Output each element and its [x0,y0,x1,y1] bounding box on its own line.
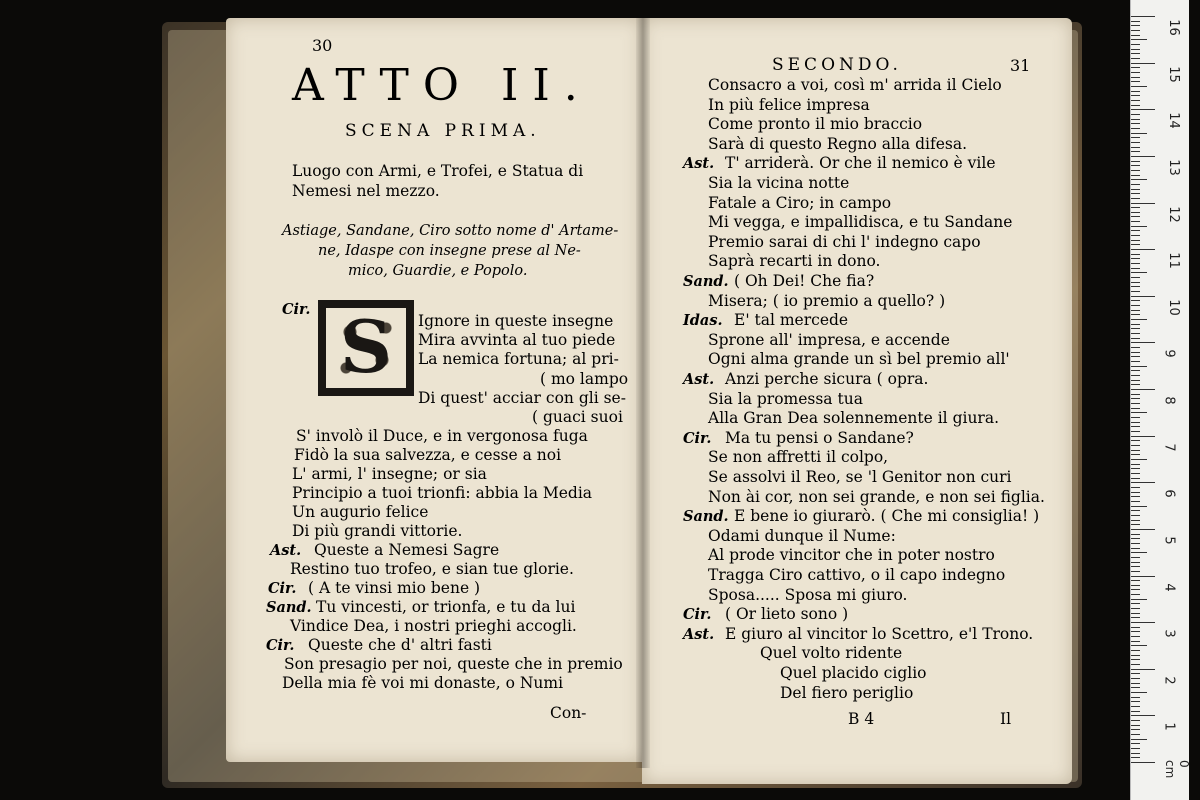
ruler-tick [1131,193,1140,194]
ruler-tick [1131,189,1140,190]
ruler-tick [1131,375,1140,376]
book-gutter [636,18,650,768]
verse-line: Ma tu pensi o Sandane? [725,428,914,447]
ruler-tick [1131,585,1140,586]
verse-line: Quel volto ridente [760,644,903,663]
ruler-tick [1131,133,1147,134]
ruler-tick [1131,25,1140,26]
ruler-tick [1131,384,1140,385]
ruler-tick [1131,436,1155,437]
ruler-tick [1131,515,1140,516]
verse-line: Ignore in queste insegne [418,312,614,330]
verse-line: Un augurio felice [292,503,429,521]
ruler-number: 14 [1165,112,1181,130]
ruler-tick [1131,35,1140,36]
ruler-tick [1131,226,1147,227]
verse-line: Sarà di questo Regno alla difesa. [708,134,968,153]
speaker-label: Ast. [270,542,302,559]
ruler-tick [1131,39,1147,40]
ruler-number: 11 [1165,252,1181,269]
ruler-tick [1131,757,1140,758]
verse-line: Consacro a voi, così m' arrida il Cielo [708,76,1002,94]
ruler-tick [1131,687,1140,688]
ruler-tick [1131,412,1147,413]
ruler-tick [1131,743,1140,744]
left-page-number: 30 [312,36,333,55]
ruler-tick [1131,734,1140,735]
ruler-tick [1131,664,1140,665]
ruler-tick [1131,753,1140,754]
verse-line: Tu vincesti, or trionfa, e tu da lui [316,598,576,616]
ruler-tick [1131,300,1140,301]
ruler-tick [1131,156,1155,157]
characters-line-3: mico, Guardie, e Popolo. [348,263,528,279]
verse-line: ( A te vinsi mio bene ) [308,579,481,597]
verse-line: ( Or lieto sono ) [725,605,849,624]
ruler-tick [1131,492,1140,493]
ruler-tick [1131,235,1140,236]
verse-line: In più felice impresa [708,95,870,114]
ruler-tick [1131,729,1140,730]
ruler-tick [1131,147,1140,148]
ruler-tick [1131,203,1155,204]
ruler-tick [1131,128,1140,129]
ruler-tick [1131,496,1140,497]
ruler-tick [1131,403,1140,404]
ruler-number: 9 [1161,349,1177,359]
ruler-tick [1131,529,1155,530]
verse-line: Quel placido ciglio [780,664,927,682]
ruler-tick [1131,431,1140,432]
verse-line: Principio a tuoi trionfi: abbia la Media [292,484,593,502]
verse-line: Di più grandi vittorie. [292,522,463,540]
ruler-tick [1131,67,1140,68]
ruler-tick [1131,119,1140,120]
ruler-tick [1131,552,1147,553]
verse-line: Son presagio per noi, queste che in premio [284,655,623,673]
ruler-tick [1131,95,1140,96]
ruler-tick [1131,272,1147,273]
verse-line: Tragga Ciro cattivo, o il capo indegno [708,566,1006,584]
ruler-tick [1131,305,1140,306]
speaker-label: Cir. [268,580,297,597]
ruler-tick [1131,739,1147,740]
ruler-tick [1131,254,1140,255]
ruler-tick [1131,58,1140,59]
speaker-label: Sand. [683,273,729,290]
ruler-tick [1131,557,1140,558]
ruler-tick [1131,366,1147,367]
ruler-tick [1131,636,1140,637]
ruler-number: 12 [1165,205,1181,223]
ruler-number: 6 [1161,489,1177,498]
ruler-tick [1131,501,1140,502]
verse-line: Alla Gran Dea solennemente il giura. [708,409,1000,428]
ruler-number: 13 [1165,159,1181,176]
catchword: Con- [550,704,587,722]
ruler-tick [1131,16,1155,17]
ruler-tick [1131,161,1140,162]
ruler-tick [1131,319,1147,320]
ruler-tick [1131,86,1147,87]
ruler-number: 2 [1161,676,1177,685]
ruler-tick [1131,258,1140,259]
ruler-tick [1131,184,1140,185]
ruler-tick [1131,207,1140,208]
ruler-tick [1131,249,1155,250]
ruler-tick [1131,137,1140,138]
ruler-tick [1131,487,1140,488]
verse-line: Sia la vicina notte [708,174,850,192]
verse-line: L' armi, l' insegne; or sia [292,465,487,483]
ruler-tick [1131,114,1140,115]
verse-line: Restino tuo trofeo, e sian tue glorie. [290,560,574,578]
verse-line: Sposa..... Sposa mi giuro. [708,585,908,604]
ruler-tick [1131,594,1140,595]
ruler-tick [1131,44,1140,45]
verse-line: Saprà recarti in dono. [708,252,881,271]
ruler-tick [1131,622,1155,623]
ruler-tick [1131,678,1140,679]
verse-line: Odami dunque il Nume: [708,526,896,545]
ruler-tick [1131,641,1140,642]
ruler-tick [1131,725,1140,726]
ruler-tick [1131,212,1140,213]
scene-title: SCENA PRIMA. [345,121,541,141]
ruler-tick [1131,562,1140,563]
ruler-tick [1131,240,1140,241]
verse-line: Fatale a Ciro; in campo [708,193,892,212]
ruler-tick [1131,711,1140,712]
signature-mark: B 4 [848,710,875,728]
catchword: Il [1000,710,1012,728]
ruler-tick [1131,389,1155,390]
verse-line: Premio sarai di chi l' indegno capo [708,232,981,251]
ruler-tick [1131,510,1140,511]
ruler-tick [1131,650,1140,651]
ruler-tick [1131,576,1155,577]
verse-line: Vindice Dea, i nostri prieghi accogli. [290,617,577,635]
verse-line: ( mo lampo [540,370,629,388]
ruler-tick [1131,669,1155,670]
verse-line: Come pronto il mio braccio [708,115,923,134]
ruler-tick [1131,342,1155,343]
ruler-tick [1131,692,1147,693]
verse-line: Se assolvi il Reo, se 'l Genitor non curi [708,468,1012,486]
ruler-number: 4 [1161,582,1177,592]
ruler-tick [1131,673,1140,674]
verse-line: Del fiero periglio [780,683,914,702]
ruler-tick [1131,534,1140,535]
verse-line: Queste che d' altri fasti [308,636,492,654]
speaker-label: Sand. [683,508,729,526]
verse-line: E' tal mercede [734,311,849,330]
ruler-tick [1131,21,1140,22]
ruler-tick [1131,482,1155,483]
ruler-tick [1131,277,1140,278]
ruler-tick [1131,762,1155,763]
act-title: ATTO II. [292,60,592,111]
ruler-tick [1131,524,1140,525]
verse-line: Se non affretti il colpo, [708,448,889,467]
verse-line: Fidò la sua salvezza, e cesse a noi [294,446,562,464]
ruler-tick [1131,123,1140,124]
ruler-tick [1131,333,1140,334]
ruler-tick [1131,468,1140,469]
ruler-tick [1131,100,1140,101]
ruler-number: 7 [1161,442,1177,452]
ruler-tick [1131,142,1140,143]
ruler-tick [1131,291,1140,292]
verse-line: Mi vegga, e impallidisca, e tu Sandane [708,213,1013,232]
verse-line: Anzi perche sicura ( opra. [725,370,929,388]
initial-ornament [326,304,406,389]
ruler-tick [1131,520,1140,521]
ruler-tick [1131,571,1140,572]
ruler-tick [1131,603,1140,604]
running-header: SECONDO. [772,55,902,75]
ruler-tick [1131,221,1140,222]
ruler-tick [1131,49,1140,50]
ruler-tick [1131,151,1140,152]
ruler-tick [1131,105,1140,106]
verse-line: S' involò il Duce, e in vergonosa fuga [296,427,588,445]
ruler-tick [1131,450,1140,451]
verse-line: Sprone all' impresa, e accende [708,330,950,349]
characters-line-1: Astiage, Sandane, Ciro sotto nome d' Artame- [282,223,619,239]
ruler-tick [1131,53,1140,54]
ruler-tick [1131,659,1140,660]
ruler-tick [1131,720,1140,721]
ruler-tick [1131,230,1140,231]
setting-line-1: Luogo con Armi, e Trofei, e Statua di [292,162,584,180]
verse-line: T' arriderà. Or che il nemico è vile [725,154,996,173]
ruler-tick [1131,608,1140,609]
ruler-tick [1131,408,1140,409]
ruler-tick [1131,314,1140,315]
characters-line-2: ne, Idaspe con insegne prese al Ne- [318,243,581,259]
speaker-label: Cir. [266,637,295,654]
speaker-label: Cir. [282,301,311,318]
ruler-tick [1131,538,1140,539]
speaker-label: Cir. [683,429,712,447]
verse-line: Non ài cor, non sei grande, e non sei figlia. [708,487,1045,506]
ruler-tick [1131,338,1140,339]
ruler-tick [1131,566,1140,567]
ruler-tick [1131,198,1140,199]
speaker-label: Ast. [683,155,715,173]
speaker-label: Cir. [683,606,712,624]
ruler-tick [1131,683,1140,684]
decorated-initial [318,300,414,396]
ruler-tick [1131,627,1140,628]
ruler-tick [1131,286,1140,287]
ruler-tick [1131,454,1140,455]
verse-line: ( Oh Dei! Che fia? [734,272,875,290]
ruler-tick [1131,417,1140,418]
ruler-number: 16 [1165,19,1181,36]
ruler-tick [1131,263,1140,264]
ruler-tick [1131,589,1140,590]
verse-line: Misera; ( io premio a quello? ) [708,291,946,310]
ruler-tick [1131,30,1140,31]
ruler-tick [1131,77,1140,78]
verse-line: E bene io giurarò. ( Che mi consiglia! ) [734,507,1040,526]
ruler-tick [1131,268,1140,269]
ruler-number: 8 [1161,396,1177,405]
verse-line: La nemica fortuna; al pri- [418,350,619,368]
ruler-tick [1131,347,1140,348]
ruler-tick [1131,543,1140,544]
ruler-tick [1131,580,1140,581]
verse-line: ( guaci suoi [532,408,623,426]
ruler-tick [1131,506,1147,507]
verse-line: Ogni alma grande un sì bel premio all' [708,350,1010,369]
ruler-tick [1131,748,1140,749]
ruler-tick [1131,361,1140,362]
ruler-tick [1131,445,1140,446]
ruler-tick [1131,478,1140,479]
ruler-tick [1131,613,1140,614]
verse-line: Sia la promessa tua [708,389,863,408]
speaker-label: Idas. [683,312,723,330]
ruler-tick [1131,617,1140,618]
ruler-tick [1131,324,1140,325]
ruler-number: 1 [1161,722,1177,732]
ruler-tick [1131,473,1140,474]
ruler-tick [1131,296,1155,297]
ruler-tick [1131,175,1140,176]
ruler-tick [1131,380,1140,381]
ruler-tick [1131,352,1140,353]
right-page-number: 31 [1010,56,1031,75]
ruler-tick [1131,464,1140,465]
ruler-tick [1131,356,1140,357]
ruler-tick [1131,310,1140,311]
ruler-tick [1131,170,1140,171]
ruler-tick [1131,697,1140,698]
verse-line: Mira avvinta al tuo piede [418,331,616,349]
ruler-tick [1131,109,1155,110]
ruler-tick [1131,706,1140,707]
verse-line: E giuro al vincitor lo Scettro, e'l Trono. [725,624,1034,643]
ruler-tick [1131,91,1140,92]
ruler-number: 5 [1161,536,1177,545]
ruler-tick [1131,655,1140,656]
measurement-ruler [1130,0,1189,800]
ruler-tick [1131,440,1140,441]
ruler-tick [1131,244,1140,245]
verse-line: Della mia fè voi mi donaste, o Numi [282,674,564,692]
speaker-label: Ast. [683,625,715,643]
ruler-tick [1131,394,1140,395]
speaker-label: Sand. [266,599,312,616]
ruler-tick [1131,645,1147,646]
verse-line: Al prode vincitor che in poter nostro [708,546,995,565]
ruler-tick [1131,548,1140,549]
ruler-tick [1131,63,1155,64]
ruler-tick [1131,459,1147,460]
ruler-tick [1131,216,1140,217]
ruler-tick [1131,81,1140,82]
setting-line-2: Nemesi nel mezzo. [292,182,440,200]
ruler-tick [1131,422,1140,423]
speaker-label: Ast. [683,371,715,388]
drop-cap-letter: S [340,304,392,389]
ruler-tick [1131,701,1140,702]
ruler-tick [1131,179,1147,180]
ruler-tick [1131,426,1140,427]
ruler-tick [1131,631,1140,632]
ruler-tick [1131,282,1140,283]
ruler-number: 15 [1165,65,1181,83]
ruler-tick [1131,165,1140,166]
ruler-tick [1131,370,1140,371]
ruler-number: 10 [1165,298,1181,316]
verse-line: Queste a Nemesi Sagre [314,541,500,559]
ruler-tick [1131,599,1147,600]
verse-line: Di quest' acciar con gli se- [418,389,626,407]
ruler-tick [1131,328,1140,329]
ruler-tick [1131,398,1140,399]
ruler-tick [1131,715,1155,716]
ruler-number: 3 [1161,629,1177,638]
ruler-tick [1131,72,1140,73]
ruler-unit: 0 cm [1163,760,1191,779]
